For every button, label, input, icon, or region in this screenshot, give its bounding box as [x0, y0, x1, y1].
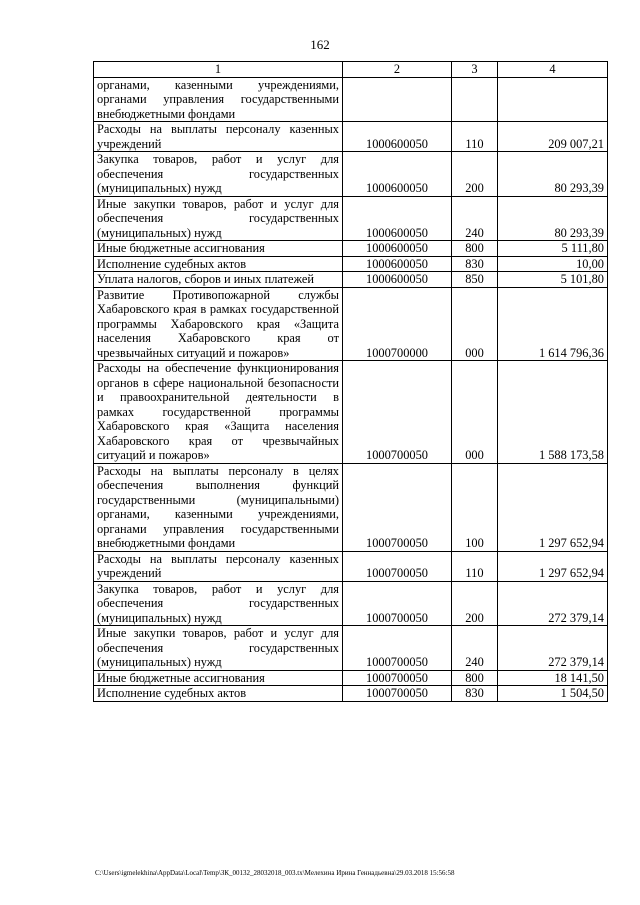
table-row: [94, 122, 608, 152]
row-amount: 5 101,80: [498, 272, 608, 288]
row-name: Развитие Противопожарной службы Хабаровского края в рамках государственной программы Хабаровского края «Защита населения Хабаровского края от чрезвычайных ситуаций и пожаров»: [94, 287, 343, 361]
row-code: 1000700050: [343, 463, 452, 551]
row-code: 1000600050: [343, 196, 452, 241]
row-code: 1000600050: [343, 256, 452, 272]
table-row: [94, 287, 608, 361]
row-name: Уплата налогов, сборов и иных платежей: [94, 272, 343, 288]
row-amount: 80 293,39: [498, 196, 608, 241]
table-row: [94, 196, 608, 241]
table-row: [94, 463, 608, 551]
row-amount: 80 293,39: [498, 152, 608, 197]
row-amount: 5 111,80: [498, 241, 608, 257]
row-amount: 272 379,14: [498, 626, 608, 671]
table-row: [94, 551, 608, 581]
table-row: [94, 686, 608, 702]
table-row: [94, 77, 608, 122]
row-name: Расходы на обеспечение функционирования органов в сфере национальной безопасности и правоохранительной деятельности в рамках государственной программы Хабаровского края «Защита населения Хабаровского края от чрезвычайных ситуаций и пожаров»: [94, 361, 343, 464]
row-name: Закупка товаров, работ и услуг для обеспечения государственных (муниципальных) нужд: [94, 581, 343, 626]
table-row: [94, 670, 608, 686]
row-type: 000: [452, 287, 498, 361]
row-amount: 209 007,21: [498, 122, 608, 152]
row-name: Расходы на выплаты персоналу казенных учреждений: [94, 551, 343, 581]
row-type: 800: [452, 670, 498, 686]
row-name: Иные бюджетные ассигнования: [94, 670, 343, 686]
row-amount: 272 379,14: [498, 581, 608, 626]
row-type: 830: [452, 256, 498, 272]
row-name: Иные закупки товаров, работ и услуг для обеспечения государственных (муниципальных) нужд: [94, 626, 343, 671]
header-col-1: 1: [94, 62, 343, 78]
row-code: 1000600050: [343, 122, 452, 152]
table-row: [94, 152, 608, 197]
row-name: Исполнение судебных актов: [94, 256, 343, 272]
row-name: Иные закупки товаров, работ и услуг для обеспечения государственных (муниципальных) нужд: [94, 196, 343, 241]
row-code: 1000700050: [343, 626, 452, 671]
row-name: Иные бюджетные ассигнования: [94, 241, 343, 257]
row-type: 000: [452, 361, 498, 464]
row-amount: 10,00: [498, 256, 608, 272]
table-row: [94, 256, 608, 272]
table-row: [94, 272, 608, 288]
table-row: [94, 626, 608, 671]
table-row: [94, 241, 608, 257]
table-row: [94, 361, 608, 464]
row-name: Расходы на выплаты персоналу в целях обеспечения выполнения функций государственными (муниципальными) органами, казенными учреждениями, органами управления государственными внебюджетными фондами: [94, 463, 343, 551]
row-type: 830: [452, 686, 498, 702]
row-code: 1000700050: [343, 551, 452, 581]
row-code: 1000600050: [343, 152, 452, 197]
row-name: Расходы на выплаты персоналу казенных учреждений: [94, 122, 343, 152]
table-header-row: [94, 62, 608, 78]
header-col-3: 3: [452, 62, 498, 78]
row-amount: 1 297 652,94: [498, 551, 608, 581]
row-amount: [498, 77, 608, 122]
row-type: 240: [452, 626, 498, 671]
row-type: 200: [452, 152, 498, 197]
row-amount: 1 614 796,36: [498, 287, 608, 361]
row-code: 1000700050: [343, 686, 452, 702]
row-code: 1000700000: [343, 287, 452, 361]
row-type: 850: [452, 272, 498, 288]
row-type: 800: [452, 241, 498, 257]
row-type: 110: [452, 551, 498, 581]
row-code: 1000600050: [343, 241, 452, 257]
row-amount: 18 141,50: [498, 670, 608, 686]
row-name: Исполнение судебных актов: [94, 686, 343, 702]
row-type: 110: [452, 122, 498, 152]
header-col-4: 4: [498, 62, 608, 78]
file-path-footer: C:\Users\igmelekhina\AppData\Local\Temp\ЗК_00132_28032018_003.tx\Мелехина Ирина Геннадьевна\29.03.2018 15:56:58: [95, 869, 455, 877]
row-type: 240: [452, 196, 498, 241]
row-code: 1000700050: [343, 581, 452, 626]
row-type: 100: [452, 463, 498, 551]
row-code: 1000700050: [343, 361, 452, 464]
row-type: 200: [452, 581, 498, 626]
page-number: 162: [310, 37, 330, 52]
row-code: 1000600050: [343, 272, 452, 288]
row-amount: 1 504,50: [498, 686, 608, 702]
row-code: 1000700050: [343, 670, 452, 686]
row-name: органами, казенными учреждениями, органами управления государственными внебюджетными фондами: [94, 77, 343, 122]
table-row: [94, 581, 608, 626]
budget-table: [93, 61, 608, 702]
row-code: [343, 77, 452, 122]
row-name: Закупка товаров, работ и услуг для обеспечения государственных (муниципальных) нужд: [94, 152, 343, 197]
row-amount: 1 297 652,94: [498, 463, 608, 551]
row-amount: 1 588 173,58: [498, 361, 608, 464]
header-col-2: 2: [343, 62, 452, 78]
row-type: [452, 77, 498, 122]
